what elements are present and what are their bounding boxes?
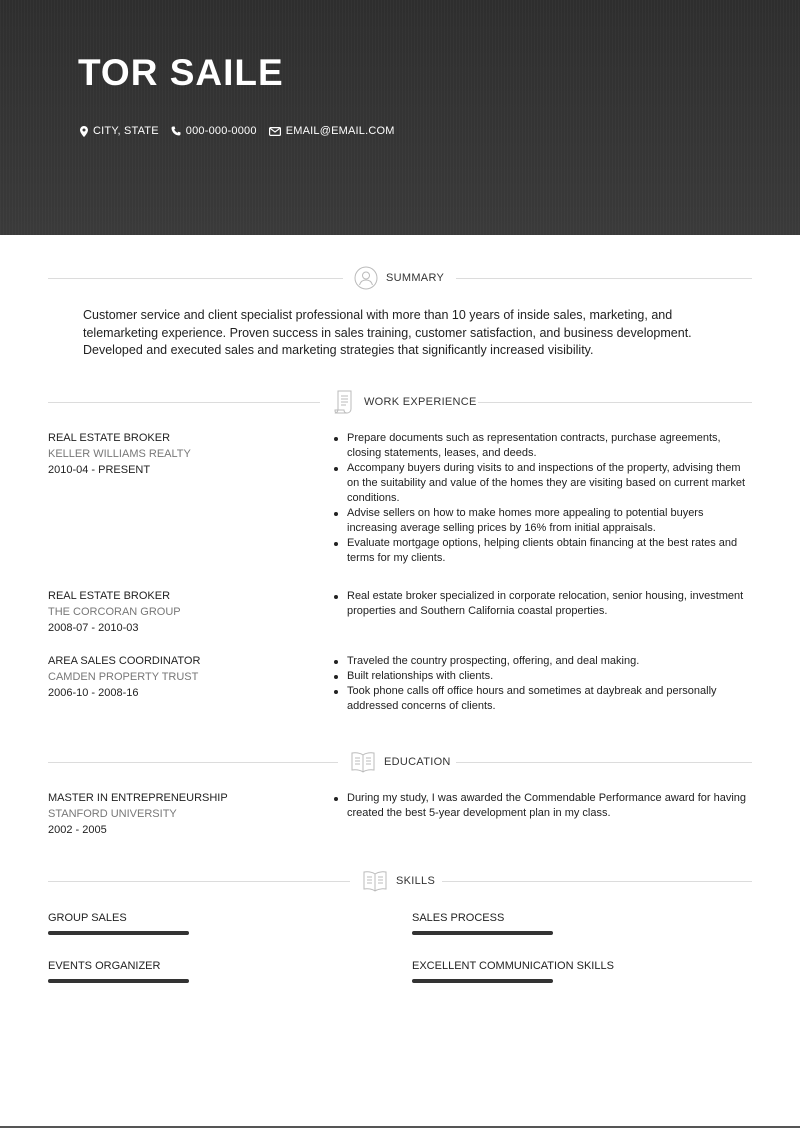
degree-title: MASTER IN ENTREPRENEURSHIP: [48, 792, 228, 804]
skill-bar-track: [48, 931, 189, 935]
skill-item: [412, 910, 712, 935]
bullet-line: Built relationships with clients.: [347, 670, 494, 682]
section-title-skills: SKILLS: [396, 875, 436, 887]
bullet-line: conditions.: [347, 492, 400, 504]
book-icon: [362, 870, 388, 892]
bullet-line: addressed concerns of clients.: [347, 700, 496, 712]
phone-text: 000-000-0000: [185, 125, 257, 137]
job-company: CAMDEN PROPERTY TRUST: [48, 671, 199, 683]
job-company: KELLER WILLIAMS REALTY: [48, 448, 191, 460]
job-dates: 2010-04 - PRESENT: [48, 464, 151, 476]
section-title-education: EDUCATION: [384, 756, 451, 768]
bullet-line: Accompany buyers during visits to and inspections of the property, advising them: [347, 462, 741, 474]
education-entry-meta: [48, 790, 318, 838]
skill-name: EXCELLENT COMMUNICATION SKILLS: [412, 960, 614, 972]
section-title-summary: SUMMARY: [386, 272, 445, 284]
job-title: REAL ESTATE BROKER: [48, 432, 171, 444]
job-entry-details: [333, 431, 748, 566]
job-title: AREA SALES COORDINATOR: [48, 655, 201, 667]
job-entry-meta: [48, 430, 318, 478]
bullet-line: Took phone calls off office hours and sometimes at daybreak and personally: [347, 685, 717, 697]
skill-name: GROUP SALES: [48, 912, 127, 924]
divider-line: [48, 402, 320, 403]
skill-name: EVENTS ORGANIZER: [48, 960, 161, 972]
contact-email: [269, 125, 395, 137]
skill-bar-track: [48, 979, 189, 983]
job-entry-details: [333, 654, 748, 714]
summary-paragraph: [83, 307, 723, 360]
scroll-icon: [332, 389, 356, 415]
job-entry-meta: [48, 588, 318, 636]
skill-bar-fill: [412, 979, 553, 983]
bullet-list: [333, 791, 748, 821]
job-entry-meta: [48, 653, 318, 701]
bullet-line: Traveled the country prospecting, offering, and deal making.: [347, 655, 640, 667]
divider-line: [456, 278, 752, 279]
bullet-line: terms for my clients.: [347, 552, 446, 564]
list-item: [333, 506, 748, 536]
job-company: THE CORCORAN GROUP: [48, 606, 181, 618]
section-title-work: WORK EXPERIENCE: [364, 396, 477, 408]
skills-section-header: [48, 868, 752, 894]
skill-name: SALES PROCESS: [412, 912, 505, 924]
divider-line: [442, 881, 752, 882]
job-dates: 2008-07 - 2010-03: [48, 622, 139, 634]
list-item: [333, 431, 748, 461]
map-pin-icon: [80, 126, 88, 137]
divider-line: [48, 762, 338, 763]
skill-bar-track: [412, 979, 553, 983]
contact-location: [80, 125, 159, 137]
skill-item: [412, 958, 712, 983]
email-text: EMAIL@EMAIL.COM: [285, 125, 395, 137]
work-section-header: [48, 389, 752, 415]
job-entry-details: [333, 589, 748, 619]
summary-line: telemarketing experience. Proven success in sales training, customer satisfaction, and business development.: [83, 325, 692, 340]
job-dates: 2006-10 - 2008-16: [48, 687, 139, 699]
bullet-line: increasing average selling prices by 16% from initial appraisals.: [347, 522, 656, 534]
education-section-header: [48, 749, 752, 775]
list-item: [333, 684, 748, 714]
divider-line: [456, 762, 752, 763]
bullet-line: Prepare documents such as representation contracts, purchase agreements,: [347, 432, 721, 444]
divider-line: [48, 278, 343, 279]
list-item: [333, 589, 748, 619]
contact-phone: [171, 125, 257, 137]
bullet-list: [333, 431, 748, 566]
skill-bar-fill: [412, 931, 553, 935]
list-item: [333, 654, 748, 669]
skill-item: [48, 910, 348, 935]
education-dates: 2002 - 2005: [48, 824, 107, 836]
resume-header: [0, 0, 800, 235]
bullet-line: on the suitability and value of the homes they are visiting based on current market: [347, 477, 746, 489]
job-title: REAL ESTATE BROKER: [48, 590, 171, 602]
bullet-line: Advise sellers on how to make homes more appealing to potential buyers: [347, 507, 704, 519]
summary-section-header: [48, 265, 752, 291]
list-item: [333, 536, 748, 566]
list-item: [333, 461, 748, 506]
bullet-list: [333, 589, 748, 619]
summary-line: Developed and executed sales and marketing strategies that significantly increased visibility.: [83, 343, 594, 357]
user-icon: [354, 266, 378, 290]
bullet-list: [333, 654, 748, 714]
divider-line: [48, 881, 350, 882]
phone-icon: [171, 126, 181, 136]
skill-bar-track: [412, 931, 553, 935]
education-entry-details: [333, 791, 748, 821]
bullet-line: Evaluate mortgage options, helping clients obtain financing at the best rates and: [347, 537, 738, 549]
list-item: [333, 791, 748, 821]
candidate-name: TOR SAILE: [78, 52, 284, 93]
skill-bar-fill: [48, 931, 189, 935]
bullet-line: Real estate broker specialized in corporate relocation, senior housing, investment: [347, 590, 744, 602]
summary-line: Customer service and client specialist professional with more than 10 years of inside sales, marketing, and: [83, 308, 673, 322]
divider-line: [478, 402, 752, 403]
bullet-line: During my study, I was awarded the Commendable Performance award for having: [347, 792, 747, 804]
location-text: CITY, STATE: [93, 125, 159, 137]
skill-bar-fill: [48, 979, 189, 983]
school-name: STANFORD UNIVERSITY: [48, 808, 177, 820]
book-icon: [350, 751, 376, 773]
contact-info: [80, 125, 407, 137]
bullet-line: created the best 5-year development plan in my class.: [347, 807, 611, 819]
list-item: [333, 669, 748, 684]
bullet-line: closing statements, leases, and deeds.: [347, 447, 537, 459]
envelope-icon: [269, 127, 281, 136]
bullet-line: properties and Southern California coastal properties.: [347, 605, 608, 617]
skill-item: [48, 958, 348, 983]
